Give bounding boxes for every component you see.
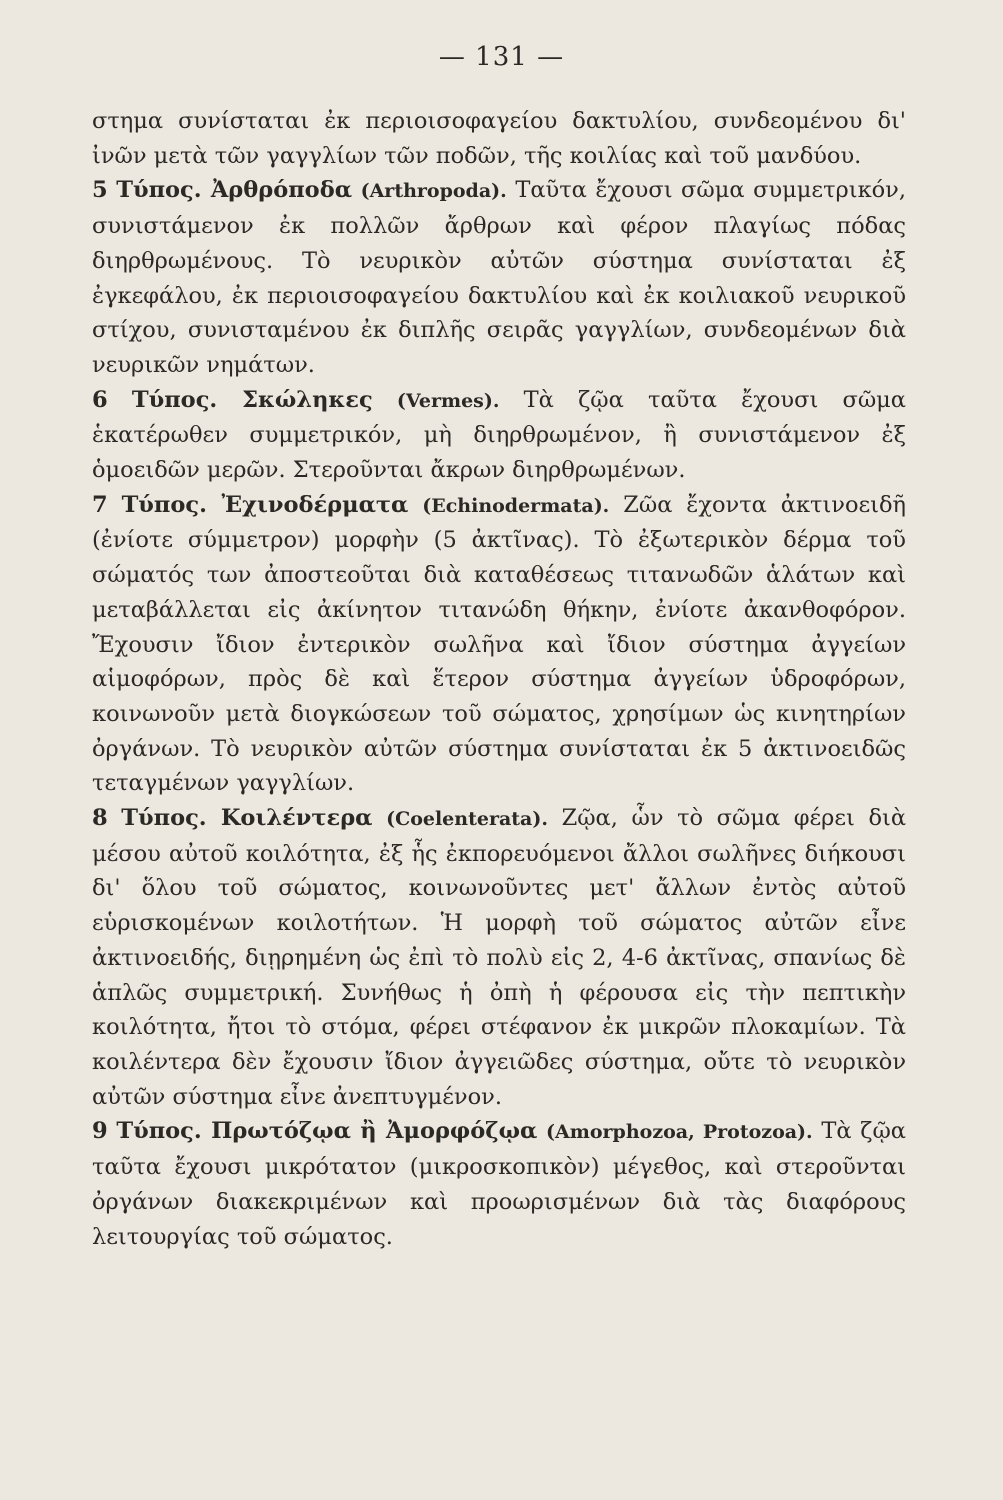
section-latin-name: (Echinodermata).	[422, 494, 610, 517]
section-6	[92, 383, 906, 488]
section-latin-name: (Arthropoda).	[360, 180, 507, 203]
section-heading: Τύπος. Σκώληκες	[131, 386, 373, 413]
section-number: 6	[92, 386, 108, 413]
section-body: Ταῦτα ἔχουσι σῶμα συμμετρικόν, συνιστάμενον ἐκ πολλῶν ἄρθρων καὶ φέρον πλαγίως πόδας διηρθρωμένους. Τὸ νευρικὸν αὐτῶν σύστημα συνίσταται ἐξ ἐγκεφάλου, ἐκ περιοισοφαγείου δακτυλίου καὶ ἐκ κοιλιακοῦ νευρικοῦ στίχου, συνισταμένου ἐκ διπλῆς σειρᾶς γαγγλίων, συνδεομένων διὰ νευρικῶν νημάτων.	[92, 177, 907, 378]
section-7	[92, 488, 906, 801]
section-body: Τὰ ζῷα ταῦτα ἔχουσι μικρότατον (μικροσκοπικὸν) μέγεθος, καὶ στεροῦνται ὀργάνων διακεκριμένων καὶ προωρισμένων διὰ τὰς διαφόρους λειτουργίας τοῦ σώματος.	[92, 1118, 906, 1250]
section-latin-name: (Coelenterata).	[386, 808, 548, 831]
page-number: — 131 —	[438, 42, 565, 72]
section-heading: Τύπος. Πρωτόζῳα ἢ Ἀμορφόζῳα	[116, 1118, 538, 1145]
section-body: Ζῷα, ὧν τὸ σῶμα φέρει διὰ μέσου αὐτοῦ κοιλότητα, ἐξ ἧς ἐκπορευόμενοι ἄλλοι σωλῆνες διήκουσι δι' ὅλου τοῦ σώματος, κοινωνοῦντες μετ' ἄλλων ἐντὸς αὐτοῦ εὑρισκομένων κοιλοτήτων. Ἡ μορφὴ τοῦ σώματος αὐτῶν εἶνε ἀκτινοειδής, διῃρημένη ὡς ἐπὶ τὸ πολὺ εἰς 2, 4-6 ἀκτῖνας, σπανίως δὲ ἁπλῶς συμμετρική. Συνήθως ἡ ὀπὴ ἡ φέρουσα εἰς τὴν πεπτικὴν κοιλότητα, ἤτοι τὸ στόμα, φέρει στέφανον ἐκ μικρῶν πλοκαμίων. Τὰ κοιλέντερα δὲν ἔχουσιν ἴδιον ἀγγειῶδες σύστημα, οὔτε τὸ νευρικὸν αὐτῶν σύστημα εἶνε ἀνεπτυγμένον.	[92, 805, 907, 1110]
section-number: 8	[92, 805, 108, 832]
section-9	[92, 1114, 906, 1254]
page-body	[92, 104, 906, 1254]
section-number: 5	[92, 177, 108, 204]
section-latin-name: (Vermes).	[396, 389, 500, 412]
section-latin-name: (Amorphozoa, Protozoa).	[546, 1121, 813, 1144]
intro-paragraph: στημα συνίσταται ἐκ περιοισοφαγείου δακτυλίου, συνδεομένου δι' ἰνῶν μετὰ τῶν γαγγλίων τῶν ποδῶν, τῆς κοιλίας καὶ τοῦ μανδύου.	[92, 108, 906, 169]
section-heading: Τύπος. Ἀρθρόποδα	[116, 177, 353, 204]
section-body: Ζῶα ἔχοντα ἀκτινοειδῆ (ἐνίοτε σύμμετρον) μορφὴν (5 ἀκτῖνας). Τὸ ἐξωτερικὸν δέρμα τοῦ σώματός των ἀποστεοῦται διὰ καταθέσεως τιτανωδῶν ἁλάτων καὶ μεταβάλλεται εἰς ἀκίνητον τιτανώδη θήκην, ἐνίοτε ἀκανθοφόρον. Ἔχουσιν ἴδιον ἐντερικὸν σωλῆνα καὶ ἴδιον σύστημα ἀγγείων αἱμοφόρων, πρὸς δὲ καὶ ἕτερον σύστημα ἀγγείων ὑδροφόρων, κοινωνοῦν μετὰ διογκώσεων τοῦ σώματος, χρησίμων ὡς κινητηρίων ὀργάνων. Τὸ νευρικὸν αὐτῶν σύστημα συνίσταται ἐκ 5 ἀκτινοειδῶς τεταγμένων γαγγλίων.	[92, 491, 907, 797]
section-5	[92, 173, 906, 382]
section-body: Τὰ ζῷα ταῦτα ἔχουσι σῶμα ἑκατέρωθεν συμμετρικόν, μὴ διηρθρωμένον, ἢ συνιστάμενον ἐξ ὁμοειδῶν μερῶν. Στεροῦνται ἄκρων διηρθρωμένων.	[92, 386, 906, 484]
section-8	[92, 801, 906, 1114]
section-number: 9	[92, 1118, 108, 1145]
section-number: 7	[92, 491, 108, 518]
section-heading: Τύπος. Κοιλέντερα	[121, 805, 373, 832]
section-heading: Τύπος. Ἐχινοδέρματα	[121, 491, 409, 518]
